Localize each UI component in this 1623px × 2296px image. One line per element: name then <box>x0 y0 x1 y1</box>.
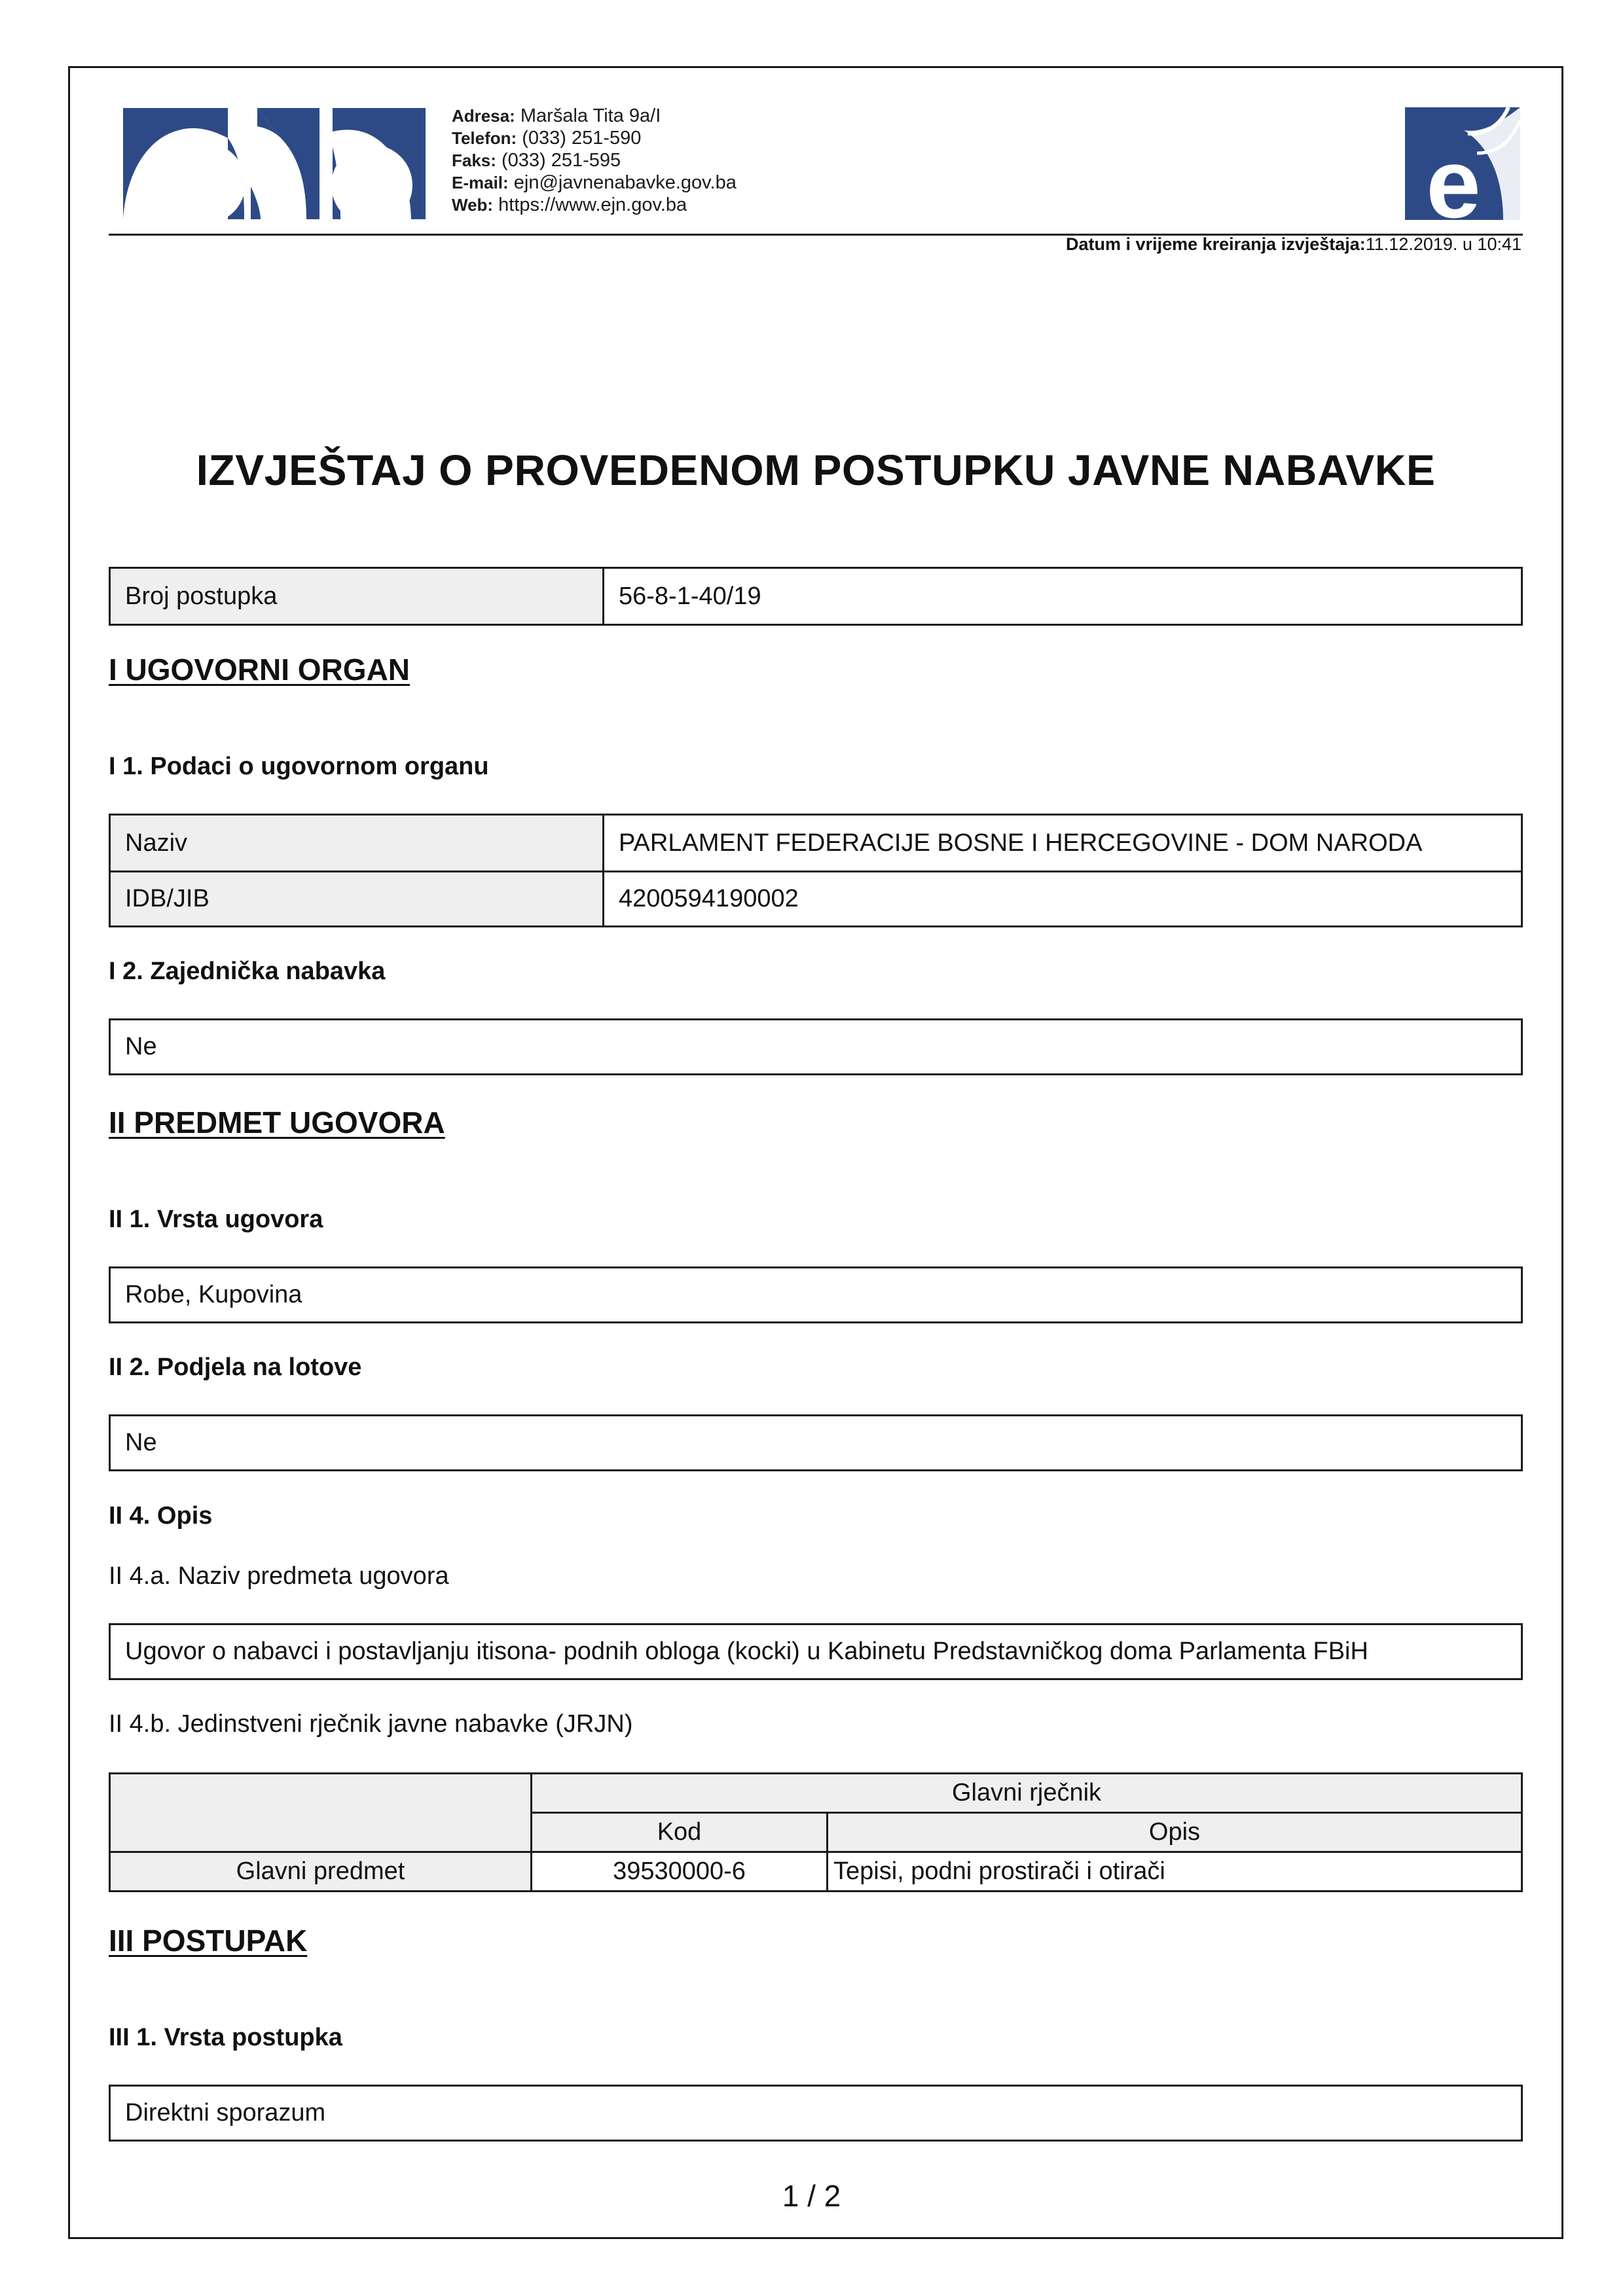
ejn-logo <box>123 108 426 219</box>
jrjn-col-kod: Kod <box>532 1813 828 1852</box>
ugovorni-organ-table <box>109 814 1523 927</box>
svg-text:e: e <box>1426 128 1481 220</box>
page-title: IZVJEŠTAJ O PROVEDENOM POSTUPKU JAVNE NABAVKE <box>196 446 1436 494</box>
broj-postupka-value: 56-8-1-40/19 <box>619 582 761 610</box>
section-heading-postupak: III POSTUPAK <box>109 1924 308 1958</box>
subheading-jrjn: II 4.b. Jedinstveni rječnik javne nabavke (JRJN) <box>109 1710 633 1738</box>
jrjn-col-opis: Opis <box>828 1813 1522 1852</box>
e-logo <box>1405 107 1520 220</box>
broj-postupka-table <box>109 567 1523 626</box>
table-row <box>111 870 1521 925</box>
zajednicka-value: Ne <box>109 1018 1523 1075</box>
idb-label: IDB/JIB <box>111 872 604 925</box>
naziv-label: Naziv <box>111 816 604 870</box>
table-row <box>111 816 1521 870</box>
table-row <box>110 1774 1522 1813</box>
idb-value: 4200594190002 <box>619 885 799 912</box>
table-row <box>110 1852 1522 1892</box>
subheading-opis: II 4. Opis <box>109 1502 213 1530</box>
contact-fax: Faks: (033) 251-595 <box>452 150 621 171</box>
subheading-vrsta-ugovora: II 1. Vrsta ugovora <box>109 1206 323 1233</box>
contact-block <box>452 105 737 216</box>
subheading-zajednicka: I 2. Zajednička nabavka <box>109 958 386 985</box>
subheading-lotovi: II 2. Podjela na lotove <box>109 1354 362 1381</box>
jrjn-group-header: Glavni rječnik <box>532 1774 1522 1813</box>
vrsta-postupka-value: Direktni sporazum <box>109 2085 1523 2142</box>
jrjn-row-kod: 39530000-6 <box>532 1852 828 1892</box>
broj-postupka-label: Broj postupka <box>111 569 604 624</box>
section-heading-predmet: II PREDMET UGOVORA <box>109 1105 445 1139</box>
vrsta-ugovora-value: Robe, Kupovina <box>109 1266 1523 1323</box>
contact-phone: Telefon: (033) 251-590 <box>452 128 642 149</box>
page-frame <box>68 66 1563 2239</box>
jrjn-corner-cell <box>110 1774 532 1852</box>
page-number: 1 / 2 <box>782 2179 841 2213</box>
jrjn-table <box>109 1772 1523 1892</box>
naziv-value: PARLAMENT FEDERACIJE BOSNE I HERCEGOVINE - DOM NARODA <box>619 829 1423 857</box>
jrjn-row-opis: Tepisi, podni prostirači i otirači <box>828 1852 1522 1892</box>
jrjn-row-label: Glavni predmet <box>110 1852 532 1892</box>
subheading-vrsta-postupka: III 1. Vrsta postupka <box>109 2024 342 2051</box>
subheading-naziv-predmeta: II 4.a. Naziv predmeta ugovora <box>109 1562 449 1590</box>
contact-address: Adresa: Maršala Tita 9a/I <box>452 105 661 126</box>
lotovi-value: Ne <box>109 1414 1523 1471</box>
report-timestamp: Datum i vrijeme kreiranja izvještaja:11.12.2019. u 10:41 <box>1066 234 1522 254</box>
contact-email: E-mail: ejn@javnenabavke.gov.ba <box>452 172 737 193</box>
contact-web: Web: https://www.ejn.gov.ba <box>452 194 687 215</box>
table-row <box>111 569 1521 624</box>
subheading-podaci-organ: I 1. Podaci o ugovornom organu <box>109 753 489 780</box>
section-heading-ugovorni-organ: I UGOVORNI ORGAN <box>109 653 410 687</box>
naziv-predmeta-value: Ugovor o nabavci i postavljanju itisona- podnih obloga (kocki) u Kabinetu Predstavničkog doma Parlamenta FBiH <box>109 1623 1523 1680</box>
